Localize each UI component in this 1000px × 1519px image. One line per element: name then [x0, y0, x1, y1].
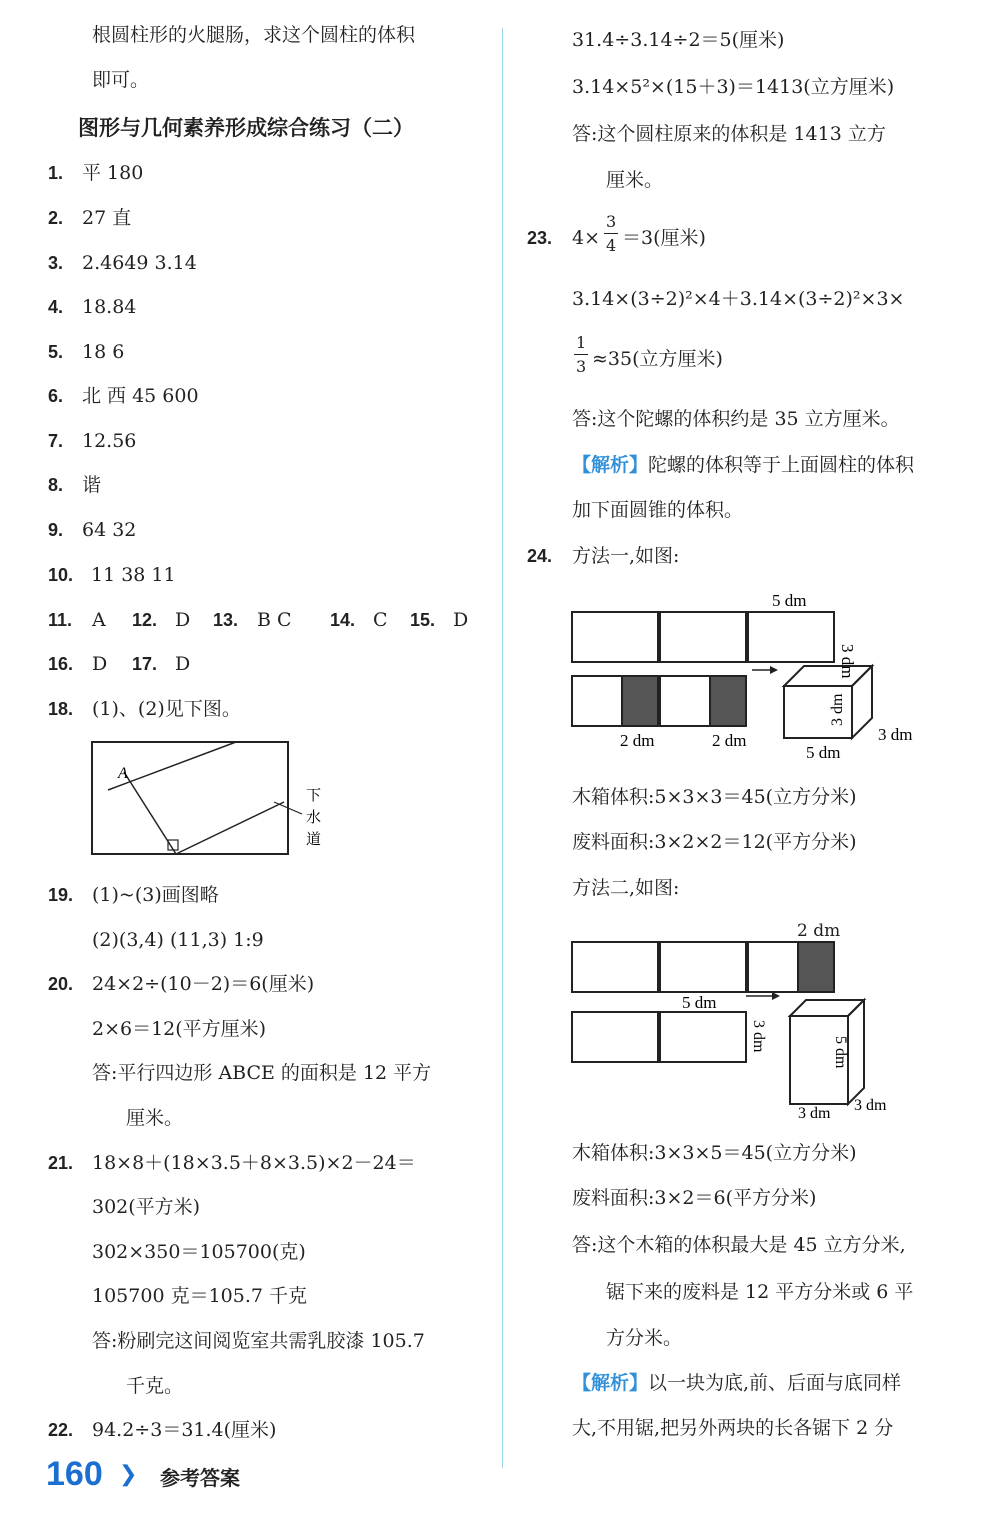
answer-text: 18.84 — [82, 296, 137, 318]
board-piece — [660, 942, 746, 992]
cut-label: 2 dm — [797, 921, 841, 941]
answer-number: 9. — [48, 520, 64, 540]
answer-text: ＝3(厘米) — [622, 227, 706, 249]
answer-text: D — [453, 609, 469, 631]
answer-text: B C — [257, 609, 292, 631]
box-side — [848, 1000, 864, 1104]
height-label: 3 dm — [750, 1020, 767, 1053]
answer-text: 27 直 — [82, 207, 132, 229]
section-heading: 图形与几何素养形成综合练习（二） — [78, 116, 414, 140]
answer-number: 3. — [48, 253, 64, 273]
fraction-numerator: 3 — [606, 212, 617, 231]
cut-label: 2 dm — [712, 731, 747, 750]
answer-text: 94.2÷3＝31.4(厘米) — [92, 1419, 277, 1441]
answer-text: 木箱体积:3×3×5＝45(立方分米) — [572, 1142, 857, 1164]
box-top — [790, 1000, 864, 1016]
drain-label: 道 — [306, 832, 322, 848]
answer-text: 谐 — [82, 474, 102, 496]
answer-text: 平 180 — [82, 162, 144, 184]
answer-text: 厘米。 — [606, 169, 664, 191]
answer-number: 1. — [48, 163, 64, 183]
analysis-tag: 【解析】 — [572, 1372, 649, 1394]
answer-number: 16. — [48, 654, 74, 674]
height-label: 3 dm — [838, 644, 857, 679]
answer-text: (1)~(3)画图略 — [92, 884, 219, 906]
board-piece — [748, 612, 834, 662]
answer-text: 105700 克＝105.7 千克 — [92, 1285, 308, 1307]
answer-number: 18. — [48, 699, 74, 719]
board-piece — [572, 1012, 658, 1062]
cut-label: 2 dm — [620, 731, 655, 750]
answer-text: 3.14×5²×(15＋3)＝1413(立方厘米) — [572, 76, 895, 98]
answer-number: 15. — [410, 610, 436, 630]
answer-text: 18 6 — [82, 341, 125, 363]
method-two-figure — [566, 940, 906, 1122]
answer-text: 木箱体积:5×3×3＝45(立方分米) — [572, 786, 857, 808]
answer-text: 方分米。 — [606, 1327, 683, 1349]
answer-text: 4× — [572, 227, 601, 249]
waste-strip — [710, 676, 746, 726]
answer-text: 千克。 — [126, 1375, 184, 1397]
answer-text: 锯下来的废料是 12 平方分米或 6 平 — [606, 1281, 914, 1303]
answer-number: 2. — [48, 208, 64, 228]
answer-text: (1)、(2)见下图。 — [92, 698, 241, 720]
answer-number: 21. — [48, 1153, 74, 1173]
answer-number: 23. — [527, 228, 553, 248]
answer-text: 厘米。 — [126, 1107, 184, 1129]
fraction-denominator: 3 — [576, 357, 587, 376]
answer-text: 18×8＋(18×3.5＋8×3.5)×2－24＝ — [92, 1152, 416, 1174]
answer-text: 2×6＝12(平方厘米) — [92, 1018, 267, 1040]
fraction-numerator: 1 — [576, 333, 587, 352]
analysis-line — [572, 1370, 901, 1396]
answer-text: A — [92, 609, 106, 631]
page-number: 160 — [46, 1455, 103, 1493]
answer-text: 方法二,如图: — [572, 877, 680, 899]
length-label: 5 dm — [772, 591, 807, 610]
answer-text: 答:平行四边形 ABCE 的面积是 12 平方 — [92, 1062, 432, 1084]
answer-text: 64 32 — [82, 519, 137, 541]
answer-text: 12.56 — [82, 430, 137, 452]
analysis-text: 陀螺的体积等于上面圆柱的体积 — [648, 454, 915, 476]
intro-line-2: 即可。 — [92, 69, 150, 91]
answer-number: 20. — [48, 974, 74, 994]
answer-number: 14. — [330, 610, 356, 630]
drain-label: 下 — [306, 788, 322, 804]
box-height-label: 3 dm — [829, 693, 846, 726]
answer-text: 答:这个圆柱原来的体积是 1413 立方 — [572, 123, 886, 145]
answer-text: 302(平方米) — [92, 1196, 201, 1218]
analysis-text: 大,不用锯,把另外两块的长各锯下 2 分 — [572, 1417, 894, 1439]
answer-text: 24×2÷(10－2)＝6(厘米) — [92, 973, 315, 995]
fraction-bar — [574, 354, 588, 355]
answer-number: 10. — [48, 565, 74, 585]
answer-text: 31.4÷3.14÷2＝5(厘米) — [572, 29, 785, 51]
arrow-head — [770, 666, 778, 674]
answer-text: 3.14×(3÷2)²×4＋3.14×(3÷2)²×3× — [572, 288, 905, 310]
q18-figure — [88, 736, 348, 860]
answer-text: 废料面积:3×2＝6(平方分米) — [572, 1187, 817, 1209]
answer-number: 8. — [48, 475, 64, 495]
waste-strip — [798, 942, 834, 992]
answer-text: 废料面积:3×2×2＝12(平方分米) — [572, 831, 857, 853]
footer-label: 参考答案 — [160, 1466, 240, 1490]
answer-number: 6. — [48, 386, 64, 406]
box-width-label: 3 dm — [798, 1105, 831, 1122]
box-depth-label: 3 dm — [878, 725, 913, 744]
box-height-label: 5 dm — [832, 1036, 849, 1069]
answer-number: 13. — [213, 610, 239, 630]
arrow-head — [772, 992, 780, 1000]
answer-number: 22. — [48, 1420, 74, 1440]
fraction-bar — [604, 233, 618, 234]
answer-text: ≈35(立方厘米) — [592, 348, 723, 370]
answer-text: C — [373, 609, 388, 631]
answer-text: 方法一,如图: — [572, 545, 680, 567]
answer-text: 答:这个木箱的体积最大是 45 立方分米, — [572, 1234, 906, 1256]
answer-text: D — [92, 653, 108, 675]
answer-number: 11. — [48, 610, 73, 630]
answer-number: 5. — [48, 342, 64, 362]
box-width-label: 5 dm — [806, 743, 841, 762]
answer-text: 11 38 11 — [91, 564, 176, 586]
answer-text: 2.4649 3.14 — [82, 252, 197, 274]
box-top — [784, 666, 872, 686]
column-divider — [502, 28, 503, 1468]
waste-strip — [622, 676, 658, 726]
length-label: 5 dm — [682, 993, 717, 1012]
answer-text: D — [175, 653, 191, 675]
answer-text: (2)(3,4) (11,3) 1:9 — [92, 929, 264, 951]
answer-number: 19. — [48, 885, 74, 905]
method-one-figure — [566, 586, 926, 766]
board-piece — [572, 942, 658, 992]
answer-text: D — [175, 609, 191, 631]
board-piece — [572, 612, 658, 662]
pipe-line — [176, 802, 284, 854]
analysis-text: 以一块为底,前、后面与底同样 — [648, 1372, 902, 1394]
answer-text: 302×350＝105700(克) — [92, 1241, 306, 1263]
board-piece — [660, 612, 746, 662]
board-piece — [660, 1012, 746, 1062]
answer-number: 4. — [48, 297, 64, 317]
drain-label: 水 — [306, 810, 322, 826]
answer-number: 24. — [527, 546, 553, 566]
answer-text: 答:粉刷完这间阅览室共需乳胶漆 105.7 — [92, 1330, 425, 1352]
analysis-tag: 【解析】 — [572, 454, 649, 476]
analysis-line — [572, 452, 914, 478]
intro-line-1: 根圆柱形的火腿肠，求这个圆柱的体积 — [92, 24, 416, 46]
analysis-text: 加下面圆锥的体积。 — [572, 499, 744, 521]
answer-text: 北 西 45 600 — [82, 385, 199, 407]
box-depth-label: 3 dm — [854, 1097, 887, 1114]
fraction-denominator: 4 — [606, 236, 617, 255]
point-a-label: A — [118, 765, 128, 782]
answer-number: 12. — [132, 610, 158, 630]
answer-number: 17. — [132, 654, 158, 674]
answer-text: 答:这个陀螺的体积约是 35 立方厘米。 — [572, 408, 900, 430]
answer-number: 7. — [48, 431, 64, 451]
chevron-right-icon: ❯ — [119, 1462, 138, 1487]
